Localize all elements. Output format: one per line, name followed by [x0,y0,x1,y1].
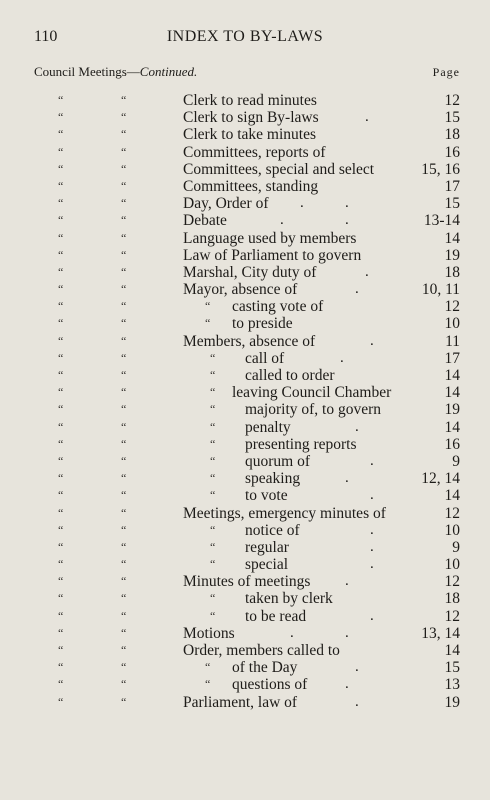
entry-page: 16 [444,143,460,161]
ditto-mark: “ [58,471,64,486]
index-entry [0,315,490,332]
index-entry [0,230,490,247]
entry-page: 14 [444,367,460,384]
leader-dot: . [370,332,374,349]
entry-page: 14 [444,642,460,659]
page-title: INDEX TO BY-LAWS [166,28,324,45]
leader-dot: . [370,487,374,504]
ditto-mark: “ [58,436,64,451]
entry-page: 19 [444,246,460,264]
entry-text: called to order [245,367,335,384]
entry-page: 17 [444,349,460,367]
ditto-mark: “ [121,299,127,314]
ditto-mark: “ [121,522,127,537]
leader-dot: . [345,195,349,212]
entry-text: Clerk to read minutes [183,92,317,109]
entry-page: 14 [444,487,460,505]
index-entry [0,608,490,625]
index-entry [0,436,490,453]
ditto-mark: “ [58,110,64,125]
ditto-mark: “ [58,574,64,589]
entry-text: Committees, reports of [183,143,326,161]
index-entry [0,384,490,401]
ditto-mark: “ [121,127,127,142]
entry-page: 19 [444,401,460,419]
ditto-mark: “ [121,333,127,348]
ditto-mark: “ [121,694,127,709]
index-entry [0,505,490,522]
ditto-mark: “ [121,539,127,554]
ditto-mark: “ [121,196,127,211]
entry-page: 12 [444,298,460,316]
index-entry [0,298,490,315]
entry-page: 13-14 [423,212,460,230]
ditto-mark: “ [121,282,127,297]
ditto-mark: “ [121,264,127,279]
entry-page: 14 [444,418,460,436]
ditto-mark: “ [121,591,127,606]
leader-dot: . [355,693,359,710]
entry-text: majority of, to govern [245,401,382,419]
ditto-mark: “ [121,316,127,331]
index-entry [0,264,490,281]
entry-text: penalty [245,418,291,436]
entry-text: call of [245,349,285,367]
ditto-mark: “ [121,488,127,503]
entry-page: 12 [444,573,460,591]
leader-dot: . [355,418,359,435]
entry-text: regular [245,538,289,556]
ditto-mark: “ [121,110,127,125]
entry-text: Committees, standing [183,177,319,195]
ditto-mark: “ [58,264,64,279]
ditto-mark: “ [58,144,64,159]
entry-text: questions of [232,676,308,694]
ditto-mark: “ [58,282,64,297]
entry-page: 9 [452,452,460,470]
leader-dot: . [370,556,374,573]
index-entry [0,126,490,143]
ditto-mark: “ [58,230,64,245]
leader-dot: . [370,452,374,469]
ditto-mark: “ [210,471,216,486]
entry-text: to be read [245,607,307,625]
ditto-mark: “ [121,677,127,692]
ditto-mark: “ [121,178,127,193]
ditto-mark: “ [58,402,64,417]
ditto-mark: “ [58,316,64,331]
page-number: 110 [34,28,58,45]
index-entry [0,470,490,487]
index-entry [0,350,490,367]
section-heading-text: Council Meetings— [34,64,140,79]
ditto-mark: “ [58,557,64,572]
index-entry [0,333,490,350]
entry-page: 15 [444,659,460,677]
entry-page: 17 [444,177,460,195]
entry-page: 13, 14 [421,624,460,642]
entry-page: 15, 16 [421,160,460,178]
ditto-mark: “ [58,178,64,193]
ditto-mark: “ [58,694,64,709]
ditto-mark: “ [58,213,64,228]
index-entries [0,92,490,711]
ditto-mark: “ [121,625,127,640]
index-entry [0,487,490,504]
ditto-mark: “ [121,385,127,400]
ditto-mark: “ [210,608,216,623]
ditto-mark: “ [58,539,64,554]
section-heading-continued: Continued. [139,64,198,79]
ditto-mark: “ [121,350,127,365]
entry-page: 14 [444,384,460,402]
ditto-mark: “ [205,677,211,692]
leader-dot: . [345,573,349,590]
index-entry [0,401,490,418]
ditto-mark: “ [121,419,127,434]
ditto-mark: “ [121,247,127,262]
index-entry [0,195,490,212]
ditto-mark: “ [205,299,211,314]
ditto-mark: “ [121,660,127,675]
entry-text: Clerk to sign By-laws [183,109,319,127]
ditto-mark: “ [210,368,216,382]
leader-dot: . [355,659,359,676]
entry-text: Committees, special and select [183,160,375,178]
ditto-mark: “ [58,505,64,520]
index-entry [0,281,490,298]
leader-dot: . [365,263,369,280]
entry-text: quorum of [245,452,311,470]
leader-dot: . [300,195,304,212]
ditto-mark: “ [210,419,216,434]
ditto-mark: “ [121,144,127,159]
ditto-mark: “ [210,539,216,554]
ditto-mark: “ [121,557,127,572]
entry-text: Motions [183,624,235,642]
leader-dot: . [345,624,349,641]
entry-page: 15 [444,109,460,127]
leader-dot: . [355,281,359,298]
index-entry [0,109,490,126]
entry-page: 12 [444,607,460,625]
index-entry [0,694,490,711]
entry-page: 10 [444,315,460,333]
index-entry [0,92,490,109]
ditto-mark: “ [121,368,127,382]
leader-dot: . [370,521,374,538]
entry-text: Order, members called to [183,642,340,659]
entry-page: 16 [444,435,460,453]
index-entry [0,539,490,556]
entry-text: Marshal, City duty of [183,263,317,281]
index-entry [0,556,490,573]
leader-dot: . [345,470,349,487]
entry-text: leaving Council Chamber [232,384,392,402]
leader-dot: . [370,607,374,624]
ditto-mark: “ [58,299,64,314]
entry-page: 10 [444,556,460,574]
entry-text: special [245,556,289,574]
entry-page: 15 [444,195,460,213]
ditto-mark: “ [58,608,64,623]
page-column-label: Page [432,65,460,79]
entry-text: to vote [245,487,288,505]
leader-dot: . [280,212,284,229]
entry-page: 18 [444,263,460,281]
ditto-mark: “ [58,350,64,365]
ditto-mark: “ [121,93,127,107]
ditto-mark: “ [58,643,64,657]
entry-text: Minutes of meetings [183,573,311,591]
index-entry [0,676,490,693]
leader-dot: . [290,624,294,641]
entry-page: 18 [444,590,460,608]
section-heading [34,64,197,80]
entry-page: 18 [444,126,460,144]
leader-dot: . [345,676,349,693]
entry-text: Day, Order of [183,195,269,213]
entry-text: Language used by members [183,229,357,247]
ditto-mark: “ [121,574,127,589]
entry-text: Debate [183,212,227,230]
index-entry [0,642,490,659]
ditto-mark: “ [58,677,64,692]
entry-text: casting vote of [232,298,324,316]
index-entry [0,625,490,642]
entry-text: notice of [245,521,300,539]
ditto-mark: “ [210,522,216,537]
entry-page: 10 [444,521,460,539]
entry-page: 12, 14 [421,470,460,488]
ditto-mark: “ [58,333,64,348]
entry-text: Clerk to take minutes [183,126,317,144]
entry-text: of the Day [232,659,298,677]
ditto-mark: “ [121,402,127,417]
ditto-mark: “ [58,385,64,400]
index-entry [0,522,490,539]
index-entry [0,144,490,161]
entry-page: 11 [445,332,460,350]
entry-text: Meetings, emergency minutes of [183,504,386,522]
index-entry [0,659,490,676]
index-entry [0,573,490,590]
ditto-mark: “ [121,608,127,623]
entry-text: Parliament, law of [183,693,298,711]
ditto-mark: “ [58,625,64,640]
ditto-mark: “ [58,522,64,537]
leader-dot: . [340,349,344,366]
ditto-mark: “ [210,385,216,400]
ditto-mark: “ [121,505,127,520]
ditto-mark: “ [210,488,216,503]
ditto-mark: “ [205,316,211,331]
ditto-mark: “ [58,419,64,434]
ditto-mark: “ [58,161,64,176]
ditto-mark: “ [210,591,216,606]
entry-page: 10, 11 [421,281,460,299]
ditto-mark: “ [121,643,127,657]
ditto-mark: “ [121,471,127,486]
ditto-mark: “ [121,230,127,245]
ditto-mark: “ [58,453,64,468]
ditto-mark: “ [210,350,216,365]
entry-page: 12 [444,92,460,109]
entry-page: 9 [452,538,460,556]
ditto-mark: “ [205,660,211,675]
entry-page: 12 [444,504,460,522]
index-entry [0,419,490,436]
entry-text: Mayor, absence of [183,281,298,299]
entry-text: speaking [245,470,301,488]
leader-dot: . [345,212,349,229]
ditto-mark: “ [210,557,216,572]
ditto-mark: “ [210,436,216,451]
entry-page: 19 [444,693,460,711]
entry-text: presenting reports [245,435,357,453]
index-entry [0,161,490,178]
ditto-mark: “ [121,453,127,468]
index-entry [0,590,490,607]
ditto-mark: “ [58,368,64,382]
ditto-mark: “ [58,488,64,503]
ditto-mark: “ [121,436,127,451]
ditto-mark: “ [121,161,127,176]
entry-text: Members, absence of [183,332,316,350]
ditto-mark: “ [58,660,64,675]
entry-page: 13 [444,676,460,694]
index-entry [0,212,490,229]
ditto-mark: “ [121,213,127,228]
entry-page: 14 [444,229,460,247]
ditto-mark: “ [58,127,64,142]
leader-dot: . [365,109,369,126]
ditto-mark: “ [58,247,64,262]
leader-dot: . [370,538,374,555]
ditto-mark: “ [58,196,64,211]
ditto-mark: “ [210,453,216,468]
ditto-mark: “ [58,591,64,606]
index-entry [0,453,490,470]
ditto-mark: “ [58,93,64,107]
entry-text: Law of Parliament to govern [183,246,362,264]
index-entry [0,367,490,384]
ditto-mark: “ [210,402,216,417]
index-entry [0,247,490,264]
entry-text: taken by clerk [245,590,333,608]
index-entry [0,178,490,195]
entry-text: to preside [232,315,293,333]
